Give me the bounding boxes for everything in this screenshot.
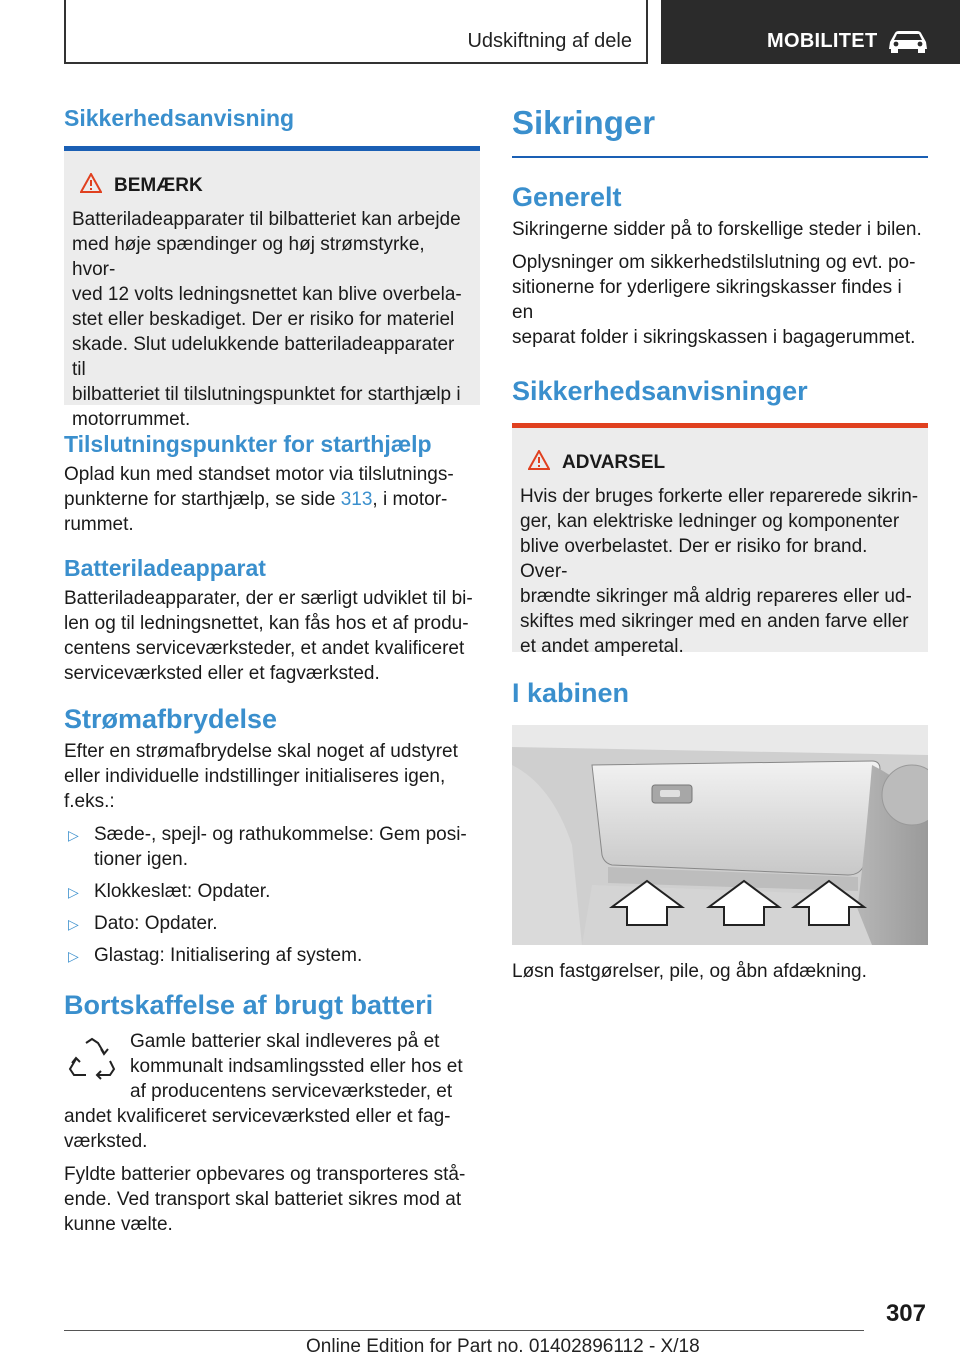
jump-text: rummet. <box>64 514 134 535</box>
disposal-line: Gamle batterier skal indleveres på et <box>130 1031 440 1052</box>
list-item <box>64 943 480 968</box>
edition-footer: Online Edition for Part no. 01402896112 - X/18 <box>306 1336 700 1357</box>
list-item-text: Klokkeslæt: Opdater. <box>94 881 271 902</box>
recycle-icon <box>66 1035 118 1092</box>
disposal-line: kommunalt indsamlingssted eller hos et <box>130 1056 463 1077</box>
charger-heading: Batteriladeapparat <box>64 555 266 581</box>
transport-line: ende. Ved transport skal batteriet sikres mod at <box>64 1189 462 1210</box>
general-text: Sikringerne sidder på to forskellige steder i bilen. <box>512 219 922 240</box>
charger-line: serviceværksted eller et fagværksted. <box>64 663 380 684</box>
disposal-line: andet kvalificeret serviceværksted eller et fag- <box>64 1106 451 1127</box>
disposal-line: værksted. <box>64 1131 148 1152</box>
list-item <box>64 879 480 904</box>
list-item <box>64 822 480 872</box>
list-item-text: tioner igen. <box>94 849 189 870</box>
note-line: stet eller beskadiget. Der er risiko for materiel <box>72 309 455 330</box>
disposal-heading: Bortskaffelse af brugt batteri <box>64 990 434 1020</box>
glovebox-photo <box>512 725 928 945</box>
transport-line: kunne vælte. <box>64 1214 173 1235</box>
header-section-box <box>64 0 648 64</box>
note-box <box>64 151 480 430</box>
power-line: Efter en strømafbrydelse skal noget af udstyret <box>64 741 458 762</box>
bullet-triangle-icon: ▷ <box>68 916 79 932</box>
warning-box <box>512 428 928 657</box>
list-item <box>64 911 480 936</box>
car-icon <box>886 28 930 59</box>
power-line: eller individuelle indstillinger initialiseres igen, <box>64 766 446 787</box>
warning-line: skiftes med sikringer med en anden farve eller <box>520 611 909 632</box>
warning-triangle-icon <box>528 450 550 476</box>
safety-heading-left: Sikkerhedsanvisning <box>64 105 295 131</box>
left-column <box>64 100 480 1237</box>
right-column <box>512 100 928 984</box>
bullet-triangle-icon: ▷ <box>68 827 79 843</box>
list-item-text: Glastag: Initialisering af system. <box>94 945 363 966</box>
chapter-tab[interactable] <box>661 0 960 64</box>
photo-caption: Løsn fastgørelser, pile, og åbn afdækning. <box>512 961 867 982</box>
cabin-heading: I kabinen <box>512 678 630 708</box>
safety-heading-right: Sikkerhedsanvisninger <box>512 376 808 406</box>
note-line: ved 12 volts ledningsnettet kan blive overbela- <box>72 284 462 305</box>
warning-line: et andet amperetal. <box>520 636 684 657</box>
jump-text-line <box>64 487 480 512</box>
general-line: separat folder i sikringskassen i bagagerummet. <box>512 327 916 348</box>
jump-text: punkterne for starthjælp, se side <box>64 489 341 510</box>
bullet-triangle-icon: ▷ <box>68 884 79 900</box>
note-line: Batteriladeapparater til bilbatteriet kan arbejde <box>72 209 461 230</box>
title-rule <box>512 156 928 158</box>
warning-line: Hvis der bruges forkerte eller reparerede sikrin- <box>520 486 919 507</box>
power-heading: Strømafbrydelse <box>64 704 278 734</box>
chapter-tab-label: MOBILITET <box>767 30 878 52</box>
warning-label: ADVARSEL <box>562 452 666 473</box>
page-title: Sikringer <box>512 104 656 141</box>
warning-line: blive overbelastet. Der er risiko for brand. Over- <box>520 536 868 582</box>
warning-line: brændte sikringer må aldrig repareres eller ud- <box>520 586 912 607</box>
charger-line: centens serviceværksteder, et andet kvalificeret <box>64 638 465 659</box>
list-item-text: Sæde-, spejl- og rathukommelse: Gem posi- <box>94 824 467 845</box>
power-list <box>64 822 480 968</box>
general-line: Oplysninger om sikkerhedstilslutning og evt. po- <box>512 252 916 273</box>
transport-line: Fyldte batterier opbevares og transporteres stå- <box>64 1164 466 1185</box>
section-title: Udskiftning af dele <box>467 30 632 52</box>
footer-rule <box>64 1330 864 1331</box>
jump-text: , i motor- <box>372 489 448 510</box>
jump-start-heading: Tilslutningspunkter for starthjælp <box>64 431 432 457</box>
general-line: sitionerne for yderligere sikringskasser findes i en <box>512 277 902 323</box>
bullet-triangle-icon: ▷ <box>68 948 79 964</box>
note-label: BEMÆRK <box>114 175 203 196</box>
jump-text: Oplad kun med standset motor via tilslutnings- <box>64 464 454 485</box>
charger-line: Batteriladeapparater, der er særligt udviklet til bi- <box>64 588 473 609</box>
note-line: skade. Slut udelukkende batteriladeapparater til <box>72 334 455 380</box>
note-line: med høje spændinger og høj strømstyrke, hvor- <box>72 234 425 280</box>
page-number: 307 <box>885 1300 926 1327</box>
power-line: f.eks.: <box>64 791 115 812</box>
note-line: bilbatteriet til tilslutningspunktet for starthjælp i <box>72 384 461 405</box>
list-item-text: Dato: Opdater. <box>94 913 218 934</box>
page-link[interactable]: 313 <box>340 489 373 510</box>
general-heading: Generelt <box>512 182 622 212</box>
note-line: motorrummet. <box>72 409 191 430</box>
warning-line: ger, kan elektriske ledninger og komponenter <box>520 511 900 532</box>
charger-line: len og til ledningsnettet, kan fås hos et af produ- <box>64 613 469 634</box>
warning-triangle-icon <box>80 173 102 199</box>
disposal-line: af producentens serviceværksteder, et <box>130 1081 453 1102</box>
